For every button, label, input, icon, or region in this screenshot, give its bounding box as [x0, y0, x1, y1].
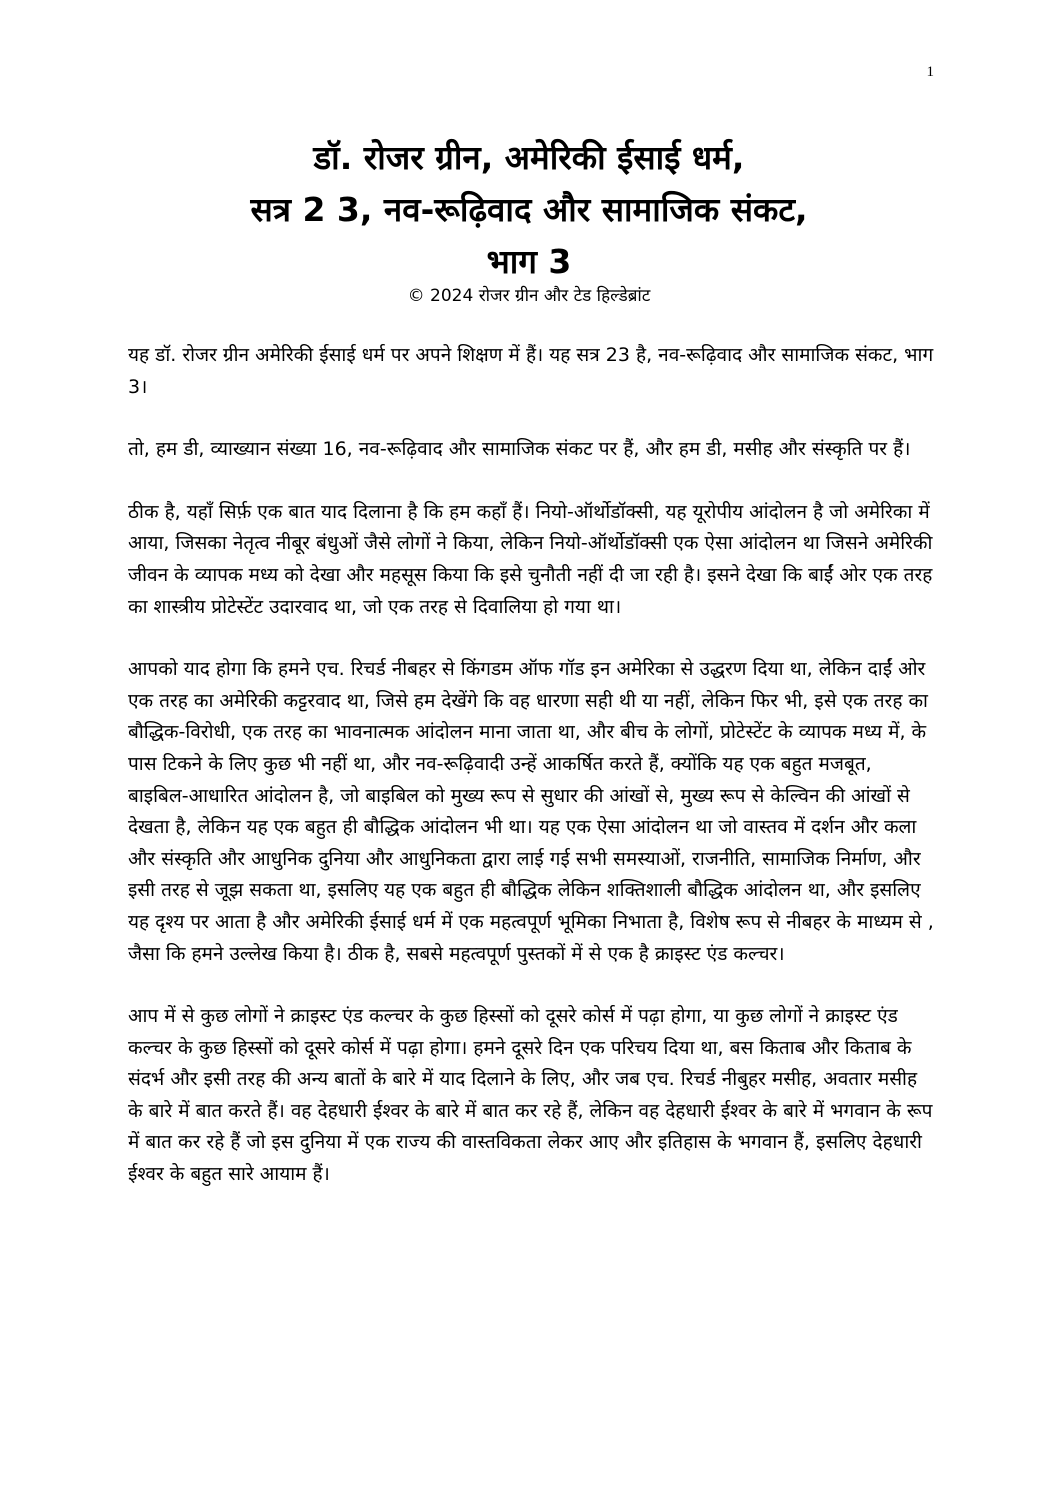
paragraph-niebuhr-quote: आपको याद होगा कि हमने एच. रिचर्ड नीबहर से किंगडम ऑफ गॉड इन अमेरिका से उद्धरण दिया था, लेकिन दाईं ओर एक तरह का अमेरिकी कट्टरवाद था, जिसे हम देखेंगे कि वह धारणा सही थी या नहीं, लेकिन फिर भी, इसे एक तरह का बौद्धिक-विरोधी, एक तरह का भावनात्मक आंदोलन माना जाता था, और बीच के लोगों, प्रोटेस्टेंट के व्यापक मध्य में, के पास टिकने के लिए कुछ भी नहीं था, और नव-रूढ़िवादी उन्हें आकर्षित करते हैं, क्योंकि यह एक बहुत मजबूत, बाइबिल-आधारित आंदोलन है, जो बाइबिल को मुख्य रूप से सुधार की आंखों से, मुख्य रूप से केल्विन की आंखों से देखता है, लेकिन यह एक बहुत ही बौद्धिक आंदोलन भी था। यह एक ऐसा आंदोलन था जो वास्तव में दर्शन और कला और संस्कृति और आधुनिक दुनिया और आधुनिकता द्वारा लाई गई सभी समस्याओं, राजनीति, सामाजिक निर्माण, और इसी तरह से जूझ सकता था, इसलिए यह एक बहुत ही बौद्धिक लेकिन शक्तिशाली बौद्धिक आंदोलन था, और इसलिए यह दृश्य पर आता है और अमेरिकी ईसाई धर्म में एक महत्वपूर्ण भूमिका निभाता है, विशेष रूप से नीबहर के माध्यम से , जैसा कि हमने उल्लेख किया है। ठीक है, सबसे महत्वपूर्ण पुस्तकों में से एक है क्राइस्ट एंड कल्चर। [128, 658, 934, 965]
document-title [100, 132, 958, 288]
title-line-1: डॉ. रोजर ग्रीन, अमेरिकी ईसाई धर्म, [313, 138, 745, 177]
copyright-line: © 2024 रोजर ग्रीन और टेड हिल्डेब्रांट [407, 286, 651, 306]
body-text [128, 340, 934, 1222]
paragraph-intro: यह डॉ. रोजर ग्रीन अमेरिकी ईसाई धर्म पर अपने शिक्षण में हैं। यह सत्र 23 है, नव-रूढ़िवाद और सामाजिक संकट, भाग 3। [128, 344, 934, 398]
paragraph-lecture-context: तो, हम डी, व्याख्यान संख्या 16, नव-रूढ़िवाद और सामाजिक संकट पर हैं, और हम डी, मसीह और संस्कृति पर हैं। [128, 438, 911, 461]
title-line-2: सत्र 2 3, नव-रूढ़िवाद और सामाजिक संकट, [250, 190, 808, 229]
paragraph-christ-and-culture: आप में से कुछ लोगों ने क्राइस्ट एंड कल्चर के कुछ हिस्सों को दूसरे कोर्स में पढ़ा होगा, या कुछ लोगों ने क्राइस्ट एंड कल्चर के कुछ हिस्सों को दूसरे कोर्स में पढ़ा होगा। हमने दूसरे दिन एक परिचय दिया था, बस किताब और किताब के संदर्भ और इसी तरह की अन्य बातों के बारे में याद दिलाने के लिए, और जब एच. रिचर्ड नीबुहर मसीह, अवतार मसीह के बारे में बात करते हैं। वह देहधारी ईश्वर के बारे में बात कर रहे हैं, लेकिन वह देहधारी ईश्वर के बारे में भगवान के रूप में बात कर रहे हैं जो इस दुनिया में एक राज्य की वास्तविकता लेकर आए और इतिहास के भगवान हैं, इसलिए देहधारी ईश्वर के बहुत सारे आयाम हैं। [128, 1005, 933, 1186]
title-line-3: भाग 3 [486, 242, 572, 281]
paragraph-neo-orthodoxy: ठीक है, यहाँ सिर्फ़ एक बात याद दिलाना है कि हम कहाँ हैं। नियो-ऑर्थोडॉक्सी, यह यूरोपीय आंदोलन है जो अमेरिका में आया, जिसका नेतृत्व नीबूर बंधुओं जैसे लोगों ने किया, लेकिन नियो-ऑर्थोडॉक्सी एक ऐसा आंदोलन था जिसने अमेरिकी जीवन के व्यापक मध्य को देखा और महसूस किया कि इसे चुनौती नहीं दी जा रही है। इसने देखा कि बाईं ओर एक तरह का शास्त्रीय प्रोटेस्टेंट उदारवाद था, जो एक तरह से दिवालिया हो गया था। [128, 500, 933, 618]
page-number: 1 [926, 64, 934, 80]
